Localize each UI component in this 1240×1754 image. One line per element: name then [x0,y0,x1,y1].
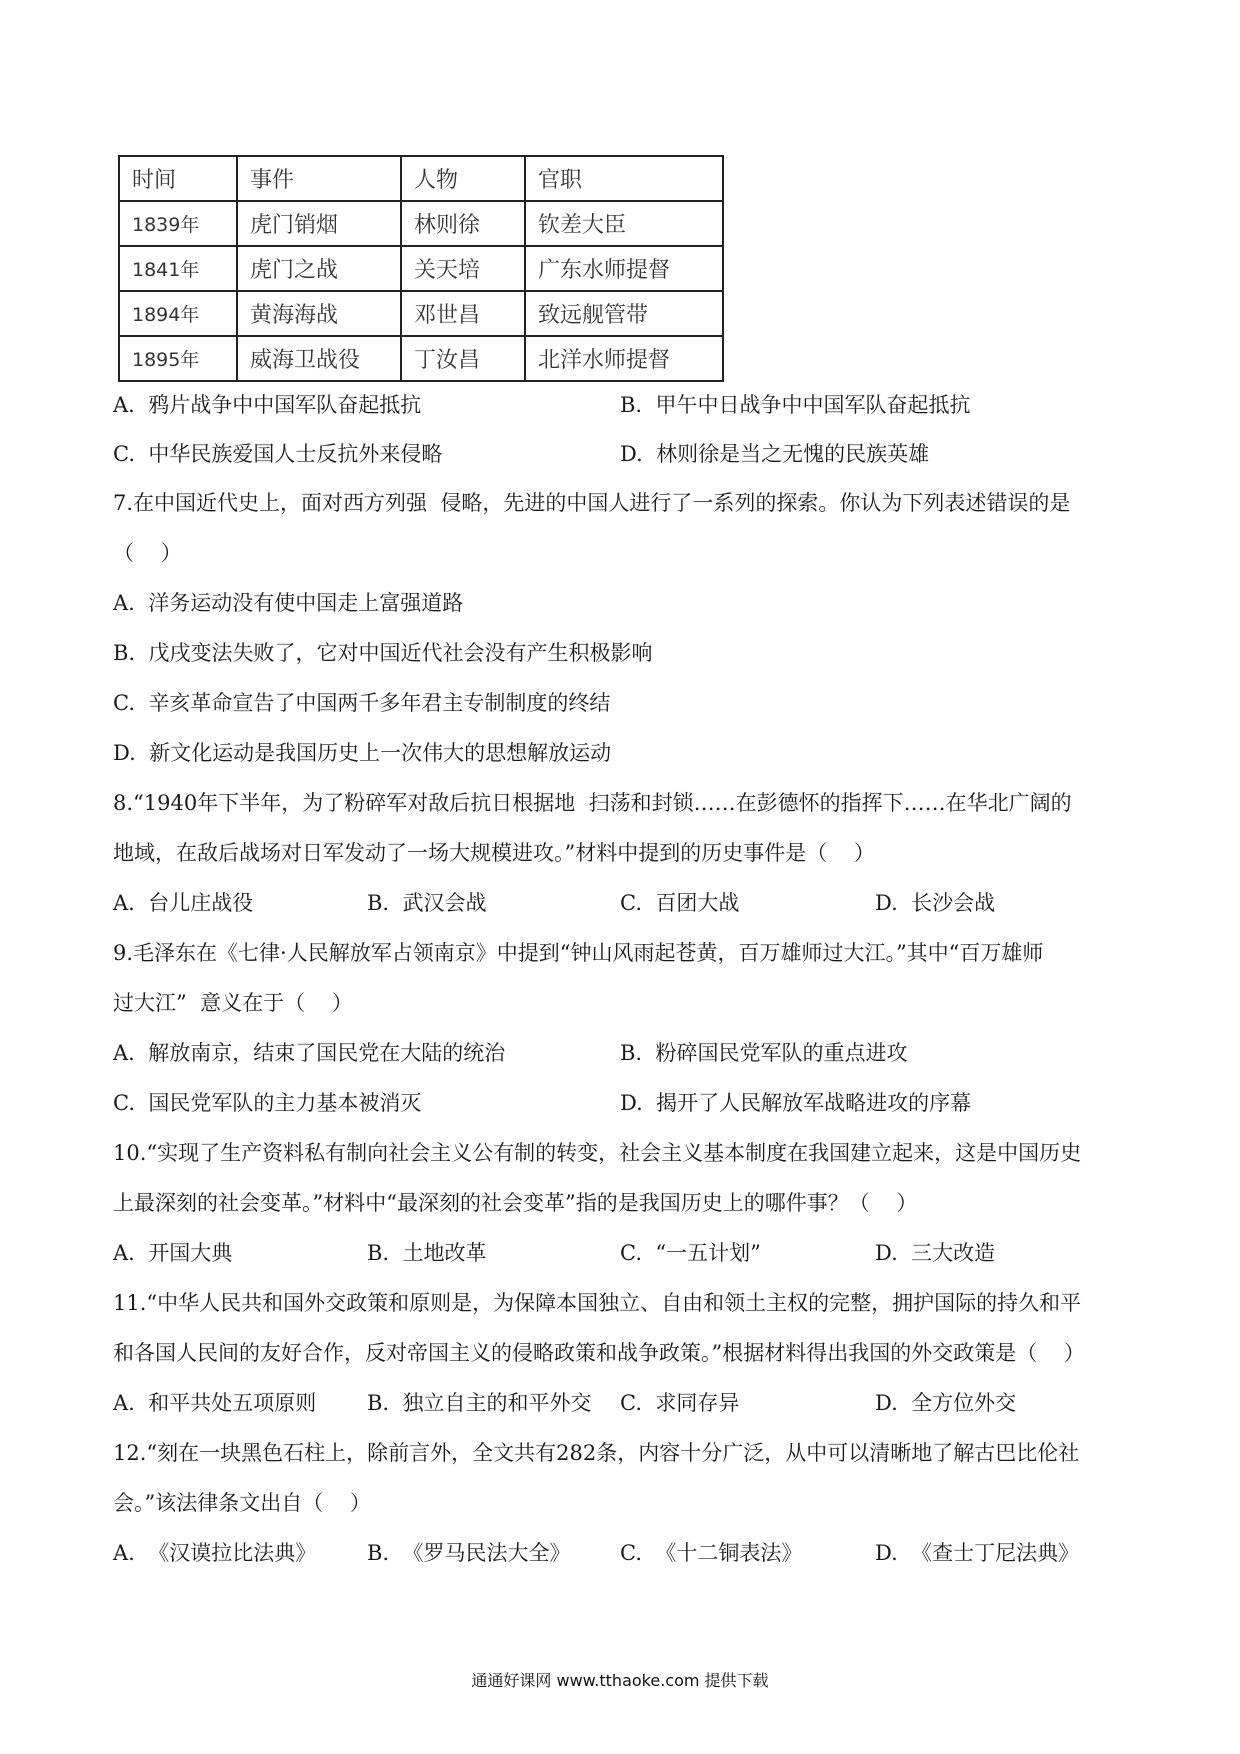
q11-option-a: A. 和平共处五项原则 [113,1391,317,1415]
table-cell: 致远舰管带 [525,291,723,336]
q6-option-a: A. 鸦片战争中中国军队奋起抵抗 [113,393,422,417]
q10-stem-line2: 上最深刻的社会变革。”材料中“最深刻的社会变革”指的是我国历史上的哪件事？（ ） [113,1191,918,1215]
history-table [118,155,724,382]
q7-option-b: B. 戊戌变法失败了，它对中国近代社会没有产生积极影响 [113,641,653,665]
q6-option-d: D. 林则徐是当之无愧的民族英雄 [620,442,930,466]
q7-option-d: D. 新文化运动是我国历史上一次伟大的思想解放运动 [113,741,612,765]
q11-option-d: D. 全方位外交 [875,1391,1017,1415]
table-header-row [119,156,723,201]
q8-option-d: D. 长沙会战 [875,891,996,915]
table-cell: 1895年 [119,336,237,381]
table-cell: 虎门之战 [237,246,401,291]
table-cell: 广东水师提督 [525,246,723,291]
table-cell: 1841年 [119,246,237,291]
table-cell: 丁汝昌 [401,336,525,381]
q12-option-c: C. 《十二铜表法》 [620,1541,803,1565]
q8-option-b: B. 武汉会战 [367,891,487,915]
table-cell: 虎门销烟 [237,201,401,246]
table-cell: 黄海海战 [237,291,401,336]
table-cell: 林则徐 [401,201,525,246]
table-row [119,291,723,336]
q9-option-c: C. 国民党军队的主力基本被消灭 [113,1091,422,1115]
q12-stem-line1: 12.“刻在一块黑色石柱上，除前言外，全文共有282条，内容十分广泛，从中可以清晰地了解古巴比伦社 [113,1441,1080,1465]
q12-option-d: D. 《查士丁尼法典》 [875,1541,1080,1565]
table-header-cell: 事件 [237,156,401,201]
table-header-cell: 人物 [401,156,525,201]
q12-stem-line2: 会。”该法律条文出自（ ） [113,1491,371,1515]
q9-option-a: A. 解放南京，结束了国民党在大陆的统治 [113,1041,506,1065]
q10-option-a: A. 开国大典 [113,1241,233,1265]
q7-option-c: C. 辛亥革命宣告了中国两千多年君主专制制度的终结 [113,691,611,715]
table-cell: 钦差大臣 [525,201,723,246]
page-footer: 通通好课网 www.tthaoke.com 提供下载 [471,1671,769,1690]
q8-stem-line2: 地域，在敌后战场对日军发动了一场大规模进攻。”材料中提到的历史事件是（ ） [113,841,875,865]
q7-stem-line2: （ ） [113,541,182,565]
q8-stem-line1: 8.“1940年下半年，为了粉碎军对敌后抗日根据地 扫荡和封锁……在彭德怀的指挥下……在华北广阔的 [113,791,1072,815]
table-cell: 1894年 [119,291,237,336]
table-header-cell: 官职 [525,156,723,201]
table-cell: 邓世昌 [401,291,525,336]
table-row [119,246,723,291]
q9-stem-line1: 9.毛泽东在《七律·人民解放军占领南京》中提到“钟山风雨起苍黄，百万雄师过大江。”其中“百万雄师 [113,941,1044,965]
table-row [119,336,723,381]
q10-stem-line1: 10.“实现了生产资料私有制向社会主义公有制的转变，社会主义基本制度在我国建立起来，这是中国历史 [113,1141,1082,1165]
table-header-cell: 时间 [119,156,237,201]
q11-stem-line1: 11.“中华人民共和国外交政策和原则是，为保障本国独立、自由和领土主权的完整，拥护国际的持久和平 [113,1291,1082,1315]
q11-option-b: B. 独立自主的和平外交 [367,1391,592,1415]
table-cell: 威海卫战役 [237,336,401,381]
q6-option-c: C. 中华民族爱国人士反抗外来侵略 [113,442,443,466]
q12-option-a: A. 《汉谟拉比法典》 [113,1541,317,1565]
q7-option-a: A. 洋务运动没有使中国走上富强道路 [113,591,464,615]
q12-option-b: B. 《罗马民法大全》 [367,1541,571,1565]
q7-stem-line1: 7.在中国近代史上，面对西方列强 侵略，先进的中国人进行了一系列的探索。你认为下列表述错误的是 [113,491,1071,515]
q9-option-b: B. 粉碎国民党军队的重点进攻 [620,1041,908,1065]
q8-option-a: A. 台儿庄战役 [113,891,254,915]
q8-option-c: C. 百团大战 [620,891,740,915]
q6-option-b: B. 甲午中日战争中中国军队奋起抵抗 [620,393,971,417]
table-cell: 关天培 [401,246,525,291]
q9-option-d: D. 揭开了人民解放军战略进攻的序幕 [620,1091,972,1115]
q11-option-c: C. 求同存异 [620,1391,740,1415]
table-row [119,201,723,246]
q10-option-c: C. “一五计划” [620,1241,761,1265]
q9-stem-line2: 过大江” 意义在于（ ） [113,991,353,1015]
q11-stem-line2: 和各国人民间的友好合作，反对帝国主义的侵略政策和战争政策。”根据材料得出我国的外交政策是（ ） [113,1341,1085,1365]
table-cell: 北洋水师提督 [525,336,723,381]
q10-option-d: D. 三大改造 [875,1241,996,1265]
q10-option-b: B. 土地改革 [367,1241,487,1265]
table-cell: 1839年 [119,201,237,246]
